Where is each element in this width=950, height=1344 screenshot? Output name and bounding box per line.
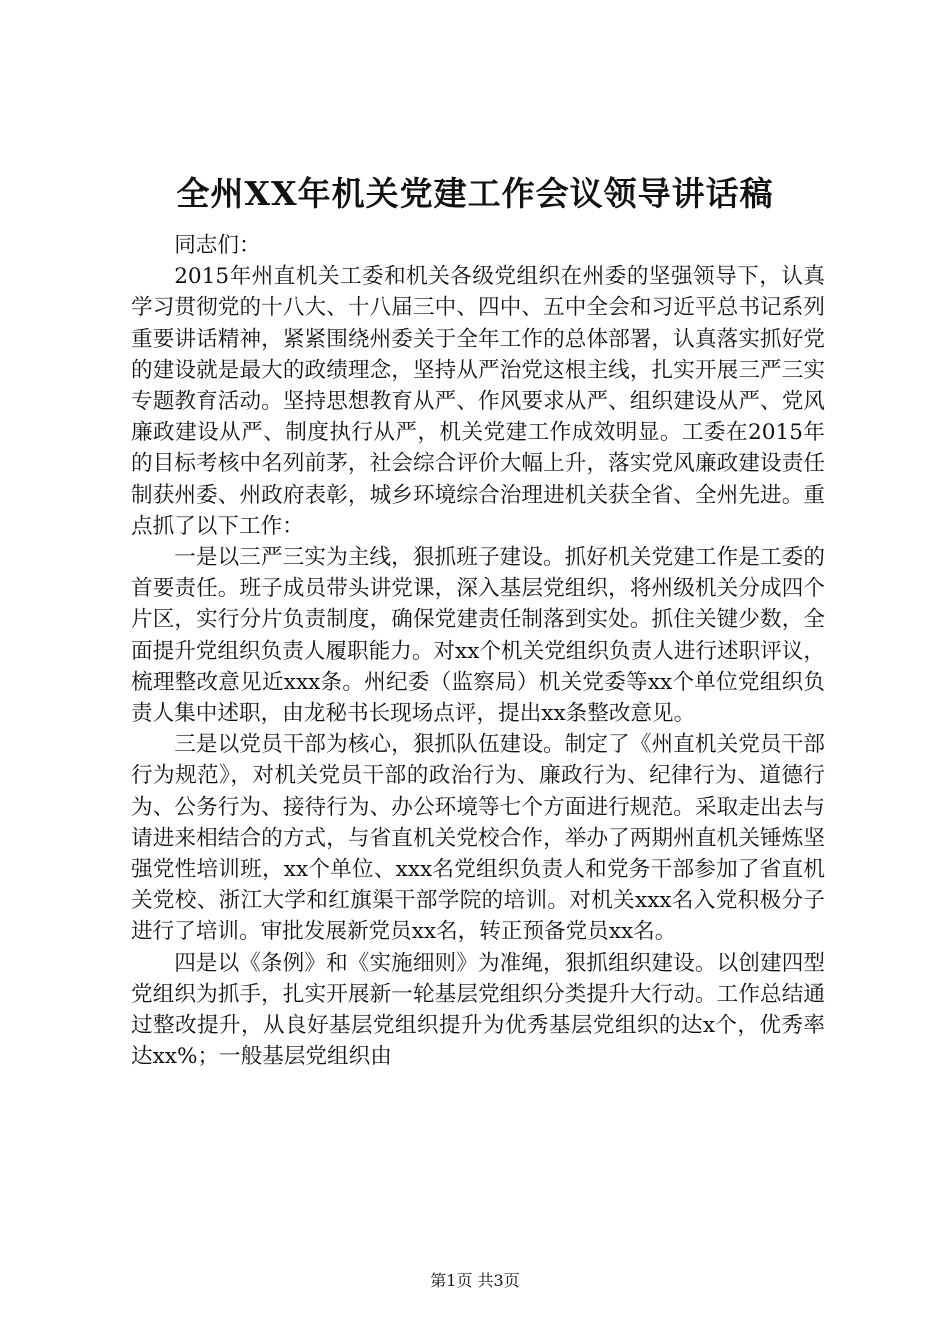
paragraph-team-building: 一是以三严三实为主线，狠抓班子建设。抓好机关党建工作是工委的首要责任。班子成员带头讲党课，深入基层党组织，将州级机关分成四个片区，实行分片负责制度，确保党建责任制落到实处。抓住关键少数，全面提升党组织负责人履职能力。对xx个机关党组织负责人进行述职评议，梳理整改意见近xxx条。州纪委（监察局）机关党委等xx个单位党组织负责人集中述职，由龙秘书长现场点评，提出xx条整改意见。 — [131, 545, 825, 727]
paragraph-intro: 2015年州直机关工委和机关各级党组织在州委的坚强领导下，认真学习贯彻党的十八大、十八届三中、四中、五中全会和习近平总书记系列重要讲话精神，紧紧围绕州委关于全年工作的总体部署，认真落实抓好党的建设就是最大的政绩理念，坚持从严治党这根主线，扎实开展三严三实专题教育活动。坚持思想教育从严、作风要求从严、组织建设从严、党风廉政建设从严、制度执行从严，机关党建工作成效明显。工委在2015年的目标考核中名列前茅，社会综合评价大幅上升，落实党风廉政建设责任制获州委、州政府表彰，城乡环境综合治理进机关获全省、全州先进。重点抓了以下工作： — [131, 264, 825, 539]
salutation: 同志们： — [174, 233, 261, 258]
page-footer: 第1页 共3页 — [430, 1271, 520, 1290]
paragraph-organization-building: 四是以《条例》和《实施细则》为准绳，狠抓组织建设。以创建四型党组织为抓手，扎实开展新一轮基层党组织分类提升大行动。工作总结通过整改提升，从良好基层党组织提升为优秀基层党组织的达x个，优秀率达xx%；一般基层党组织由 — [131, 950, 825, 1070]
document-body — [131, 230, 825, 1072]
paragraph-staff-building: 三是以党员干部为核心，狠抓队伍建设。制定了《州直机关党员干部行为规范》，对机关党员干部的政治行为、廉政行为、纪律行为、道德行为、公务行为、接待行为、办公环境等七个方面进行规范。采取走出去与请进来相结合的方式，与省直机关党校合作，举办了两期州直机关锤炼坚强党性培训班，xx个单位、xxx名党组织负责人和党务干部参加了省直机关党校、浙江大学和红旗渠干部学院的培训。对机关xxx名入党积极分子进行了培训。审批发展新党员xx名，转正预备党员xx名。 — [131, 732, 825, 945]
document-title: 全州XX年机关党建工作会议领导讲话稿 — [176, 174, 774, 213]
